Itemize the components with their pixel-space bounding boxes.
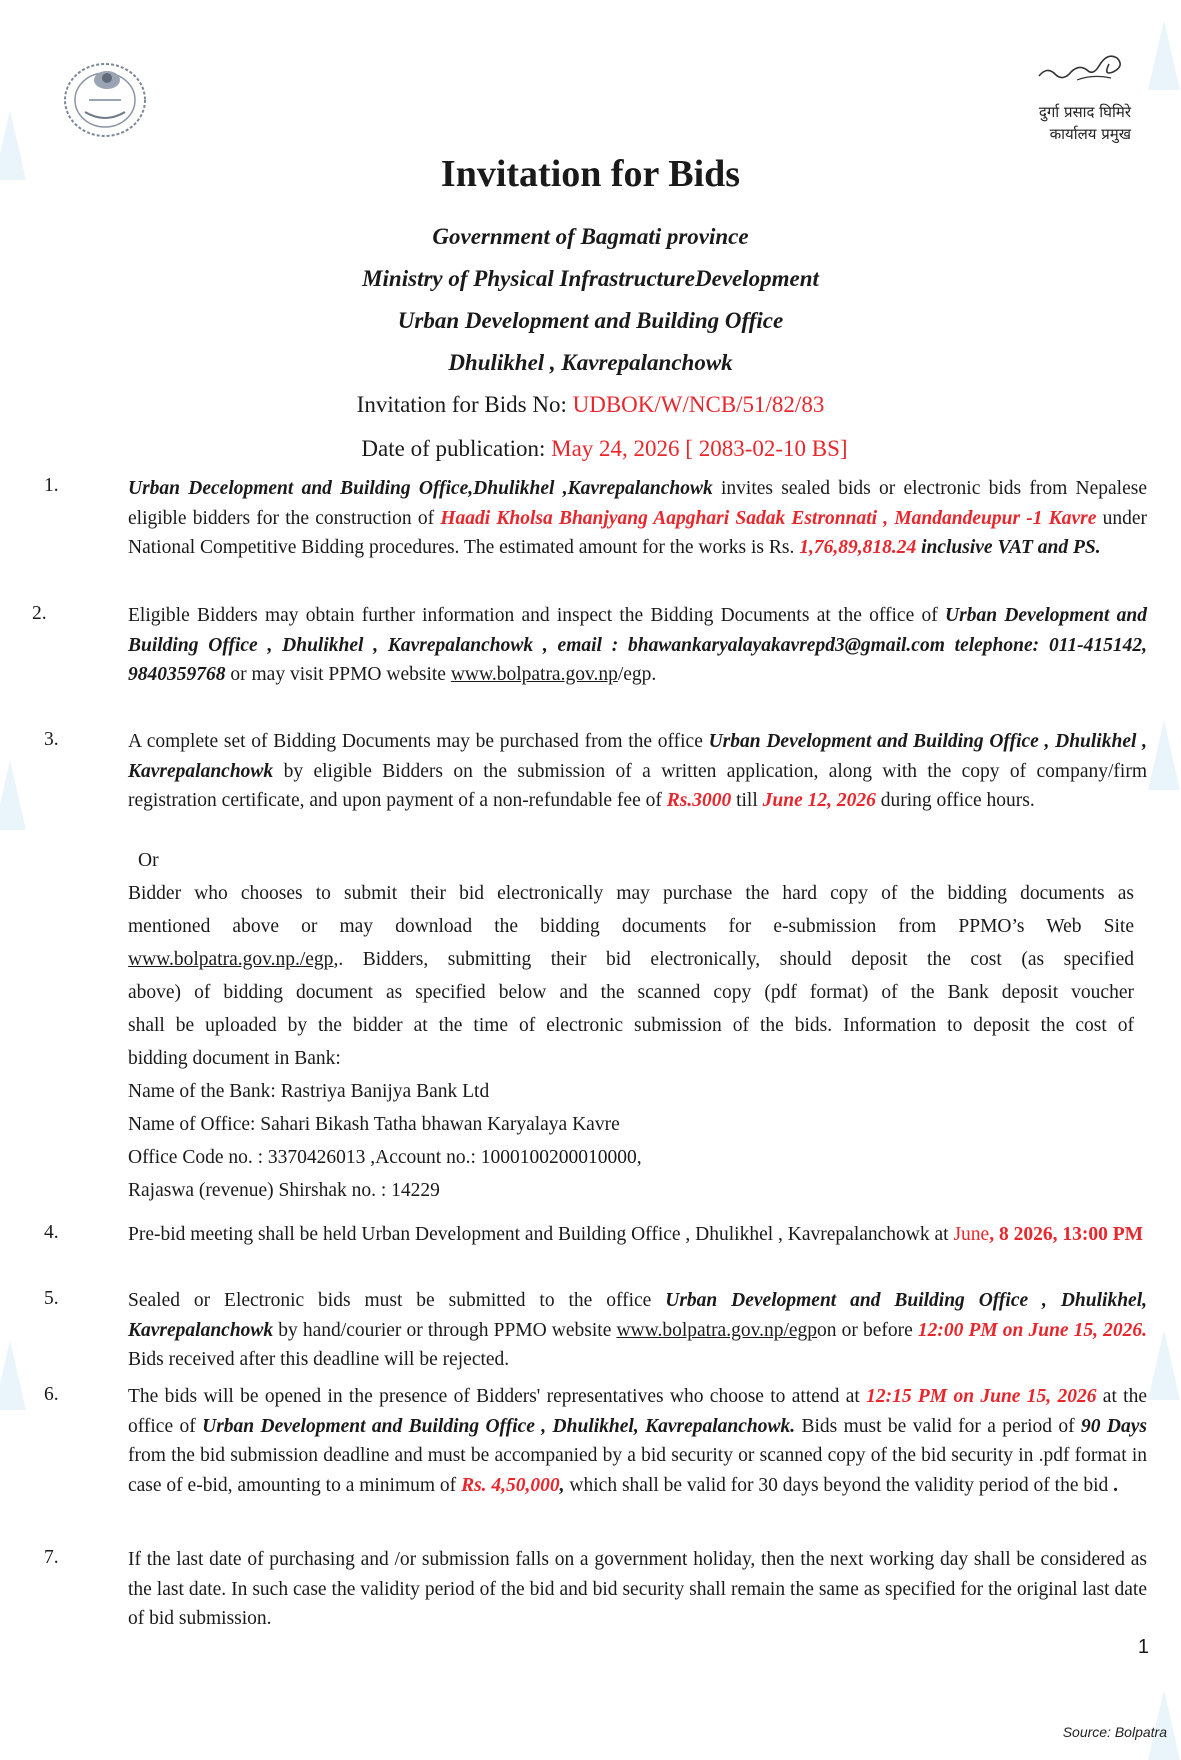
item-text: or may visit PPMO website xyxy=(225,664,451,685)
item-text: at the office of xyxy=(128,1386,1147,1437)
item-text: Eligible Bidders may obtain further information and inspect the Bidding Documents at the office of xyxy=(128,605,946,626)
purchase-deadline: June 12, 2026 xyxy=(762,790,876,811)
page-number: 1 xyxy=(1137,1636,1149,1658)
item-number: 2. xyxy=(32,603,47,624)
item-number: 3. xyxy=(44,729,59,750)
vat-note: inclusive VAT and PS. xyxy=(916,537,1101,558)
item-7: If the last date of purchasing and /or submission falls on a government holiday, then the next working day shall be considered as the last date. In such case the validity period of the bid and bid security shall remain the same as specified for the original last date of bid submission. xyxy=(128,1549,1147,1629)
office-seal-logo xyxy=(55,52,157,142)
page-title: Invitation for Bids xyxy=(440,153,741,195)
item-number: 7. xyxy=(44,1547,59,1568)
item-text: under National Competitive Bidding procedures. The estimated amount for the works is Rs. xyxy=(128,507,1147,558)
item-text: ,. Bidders, submitting their bid electronically, should deposit the cost (as specified xyxy=(333,949,1134,970)
ppmo-link[interactable]: www.bolpatra.gov.np xyxy=(450,664,618,685)
item-text: , xyxy=(559,1474,565,1496)
opening-time: 12:15 PM on June 15, 2026 xyxy=(866,1386,1097,1407)
revenue-heading: Rajaswa (revenue) Shirshak no. : 14229 xyxy=(128,1180,440,1201)
item-4 xyxy=(128,1220,1147,1250)
ppmo-egp-link[interactable]: www.bolpatra.gov.np/egp xyxy=(616,1319,818,1341)
item-2 xyxy=(128,601,1147,690)
e-bid-line xyxy=(128,949,1134,971)
item-text: /egp. xyxy=(617,664,657,685)
watermark-arrow xyxy=(0,760,26,830)
item-5 xyxy=(128,1286,1147,1375)
ifb-number-line xyxy=(0,392,1181,418)
item-text: The bids will be opened in the presence of Bidders' representatives who choose to attend at xyxy=(128,1386,867,1407)
org-line-1: Government of Bagmati province xyxy=(432,224,749,249)
item-number: 6. xyxy=(44,1384,59,1405)
bank-office-name: Name of Office: Sahari Bikash Tatha bhawan Karyalaya Kavre xyxy=(128,1114,620,1135)
publication-label: Date of publication: xyxy=(361,436,552,461)
document-fee: Rs.3000 xyxy=(666,790,732,811)
office-name: Urban Decelopment and Building Office,Dhulikhel ,Kavrepalanchowk xyxy=(128,478,713,499)
item-number: 5. xyxy=(44,1288,59,1309)
item-number: 1. xyxy=(44,475,59,496)
bid-security-amount: Rs. 4,50,000 xyxy=(461,1474,560,1496)
org-line-2: Ministry of Physical InfrastructureDevelopment xyxy=(362,266,819,291)
org-line-3: Urban Development and Building Office xyxy=(397,308,784,333)
ifb-number: UDBOK/W/NCB/51/82/83 xyxy=(572,392,825,417)
signatory-title: कार्यालय प्रमुख xyxy=(1049,125,1131,143)
pre-bid-time: , 8 2026, 13:00 PM xyxy=(989,1224,1144,1245)
or-separator: Or xyxy=(138,850,159,871)
publication-date: May 24, 2026 [ 2083-02-10 BS] xyxy=(551,436,848,461)
item-text: till xyxy=(731,790,763,811)
item-text: during office hours. xyxy=(875,790,1035,811)
item-text: . xyxy=(1108,1474,1119,1496)
submission-deadline: 12:00 PM on June 15, 2026. xyxy=(917,1319,1148,1341)
watermark-arrow xyxy=(1148,720,1180,790)
office-contact: Urban Development and Building Office , Dhulikhel , Kavrepalanchowk , email : bhawankaryalayakavrepd3@gmail.com telephone: 011-415142, 9840359768 xyxy=(128,605,1148,685)
item-text: Pre-bid meeting shall be held Urban Development and Building Office , Dhulikhel , Kavrepalanchowk at xyxy=(128,1224,954,1245)
item-number: 4. xyxy=(44,1222,59,1243)
bank-name: Name of the Bank: Rastriya Banijya Bank Ltd xyxy=(128,1081,490,1102)
source-credit: Source: Bolpatra xyxy=(1062,1724,1167,1740)
pre-bid-date: June xyxy=(953,1224,990,1245)
e-bid-line: Bidder who chooses to submit their bid electronically may purchase the hard copy of the bidding documents as xyxy=(128,883,1134,904)
item-3 xyxy=(128,727,1147,816)
office-name: Urban Development and Building Office , Dhulikhel, Kavrepalanchowk xyxy=(128,1290,1147,1341)
item-text: on or before xyxy=(817,1319,918,1341)
signatory-name: दुर्गा प्रसाद घिमिरे xyxy=(1038,103,1131,121)
signature-block xyxy=(1025,44,1145,144)
item-text: Sealed or Electronic bids must be submitted to the office xyxy=(128,1290,666,1311)
watermark-arrow xyxy=(1148,20,1180,90)
handwritten-signature xyxy=(1033,44,1143,94)
publication-date-line xyxy=(0,436,1181,462)
ifb-label: Invitation for Bids No: xyxy=(356,392,573,417)
e-bid-line: shall be uploaded by the bidder at the time of electronic submission of the bids. Information to deposit the cost of xyxy=(128,1015,1134,1036)
estimated-amount: 1,76,89,818.24 xyxy=(799,537,917,558)
e-bid-line: bidding document in Bank: xyxy=(128,1048,341,1069)
item-1 xyxy=(128,474,1147,563)
office-name: Urban Development and Building Office , Dhulikhel , Kavrepalanchowk xyxy=(128,731,1147,782)
office-name: Urban Development and Building Office , Dhulikhel, Kavrepalanchowk. xyxy=(202,1415,796,1437)
org-line-4: Dhulikhel , Kavrepalanchowk xyxy=(448,350,733,375)
validity-period: 90 Days xyxy=(1081,1415,1147,1437)
item-text: A complete set of Bidding Documents may be purchased from the office xyxy=(128,731,709,752)
item-text: by eligible Bidders on the submission of a written application, along with the copy of company/firm registration certificate, and upon payment of a non-refundable fee of xyxy=(128,760,1147,811)
project-name: Haadi Kholsa Bhanjyang Aapghari Sadak Estronnati , Mandandeupur -1 Kavre xyxy=(440,507,1097,529)
watermark-arrow xyxy=(0,1340,26,1410)
item-6 xyxy=(128,1382,1147,1500)
item-text: Bids received after this deadline will be rejected. xyxy=(128,1349,510,1370)
item-text: by hand/courier or through PPMO website xyxy=(273,1319,617,1341)
watermark-arrow xyxy=(1148,1330,1180,1400)
e-bid-line: mentioned above or may download the bidding documents for e-submission from PPMO’s Web Site xyxy=(128,916,1134,937)
item-text: invites sealed bids or electronic bids from Nepalese eligible bidders for the construction of xyxy=(128,478,1147,529)
office-code-account: Office Code no. : 3370426013 ,Account no.: 1000100200010000, xyxy=(128,1147,642,1168)
e-bid-line: above) of bidding document as specified below and the scanned copy (pdf format) of the Bank deposit voucher xyxy=(128,982,1134,1003)
item-text: from the bid submission deadline and must be accompanied by a bid security or scanned copy of the bid security in .pdf format in case of e-bid, amounting to a minimum of xyxy=(128,1445,1147,1496)
item-text: which shall be valid for 30 days beyond the validity period of the bid xyxy=(564,1474,1109,1496)
egp-link[interactable]: www.bolpatra.gov.np./egp xyxy=(128,949,334,970)
item-text: Bids must be valid for a period of xyxy=(795,1415,1082,1437)
